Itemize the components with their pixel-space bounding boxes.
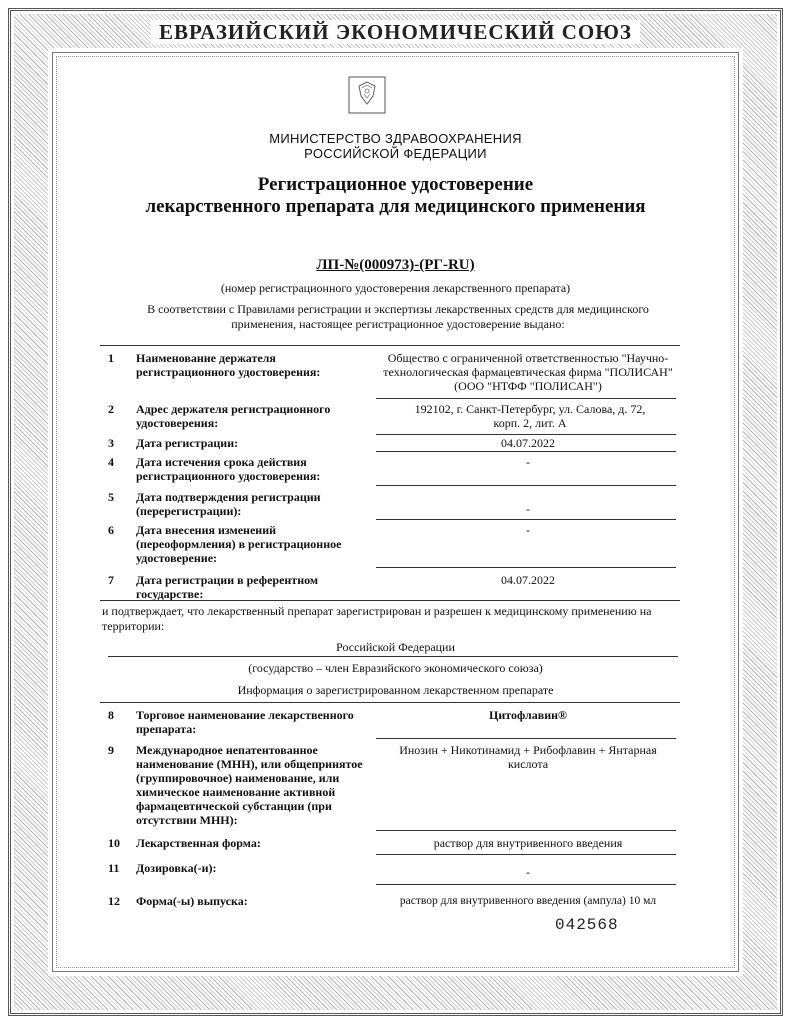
- row-number: 2: [108, 402, 114, 416]
- ministry-line-2: РОССИЙСКОЙ ФЕДЕРАЦИИ: [304, 146, 487, 161]
- row-value: 04.07.2022: [501, 573, 555, 587]
- row-label: Наименование держателя регистрационного удостоверения:: [136, 351, 321, 379]
- row-number: 10: [108, 836, 120, 850]
- row-value: раствор для внутривенного введения: [433, 836, 623, 850]
- value-underline: [376, 830, 676, 831]
- coat-of-arms-icon: [348, 76, 386, 114]
- row-label: Дозировка(-и):: [136, 861, 217, 875]
- row-label: Международное непатентованное наименование (МНН), или общепринятое (группировочное) наименование, или химическое наименование активной фармацевтической субстанции (при отсутствии МНН):: [136, 743, 363, 827]
- table-row: [100, 743, 680, 829]
- row-value: -: [526, 865, 530, 879]
- row-number: 12: [108, 894, 120, 908]
- intro-text: В соответствии с Правилами регистрации и экспертизы лекарственных средств для медицинского применения, настоящее регистрационное удостоверение выдано:: [147, 302, 649, 331]
- value-underline: [376, 451, 676, 452]
- row-label: Форма(-ы) выпуска:: [136, 894, 248, 908]
- value-underline: [376, 854, 676, 855]
- title-line-2: лекарственного препарата для медицинского применения: [145, 196, 646, 217]
- value-underline: [376, 434, 676, 435]
- value-underline: [376, 567, 676, 568]
- value-underline: [376, 485, 676, 486]
- table-row: [100, 573, 680, 601]
- trade-name-value: Цитофлавин®: [489, 708, 567, 722]
- value-underline: [376, 398, 676, 399]
- country-underline: [108, 656, 678, 657]
- drug-table-top-border: [100, 702, 680, 703]
- row-label: Торговое наименование лекарственного препарата:: [136, 708, 354, 736]
- row-value: -: [526, 502, 530, 516]
- table-row: [100, 436, 680, 452]
- row-value: 04.07.2022: [501, 436, 555, 450]
- drug-info-heading: Информация о зарегистрированном лекарственном препарате: [237, 683, 554, 697]
- row-value: -: [526, 523, 530, 537]
- row-number: 4: [108, 455, 114, 469]
- table-bottom-border: [100, 600, 680, 601]
- row-number: 3: [108, 436, 114, 450]
- table-row: [100, 455, 680, 485]
- table-row: [100, 351, 680, 399]
- row-value: Инозин + Никотинамид + Рибофлавин + Янтарная кислота: [399, 743, 657, 771]
- value-underline: [376, 884, 676, 885]
- row-value: раствор для внутривенного введения (ампула) 10 мл: [399, 895, 657, 907]
- row-value: 192102, г. Санкт-Петербург, ул. Салова, д. 72, корп. 2, лит. А: [414, 402, 646, 430]
- row-label: Дата регистрации:: [136, 436, 239, 450]
- country-caption: (государство – член Евразийского экономического союза): [248, 661, 543, 675]
- union-title: [0, 20, 791, 45]
- ministry-line-1: МИНИСТЕРСТВО ЗДРАВООХРАНЕНИЯ: [269, 131, 522, 146]
- confirmation-text: и подтверждает, что лекарственный препарат зарегистрирован и разрешен к медицинскому применению на территории:: [102, 604, 652, 633]
- table-row: [100, 490, 680, 520]
- row-label: Адрес держателя регистрационного удостоверения:: [136, 402, 331, 430]
- table-row: [100, 402, 680, 436]
- row-number: 5: [108, 490, 114, 504]
- table-row: [100, 708, 680, 738]
- table-row: [100, 894, 680, 912]
- row-number: 11: [108, 861, 120, 875]
- row-value: Общество с ограниченной ответственностью "Научно-технологическая фармацевтическая фирма "ПОЛИСАН" (ООО "НТФФ "ПОЛИСАН"): [383, 351, 673, 393]
- table-row: [100, 836, 680, 854]
- row-label: Лекарственная форма:: [136, 836, 261, 850]
- row-number: 9: [108, 743, 114, 757]
- value-underline: [376, 738, 676, 739]
- registration-number: ЛП-№(000973)-(РГ-RU): [316, 257, 475, 273]
- row-value: -: [526, 455, 530, 469]
- union-title-text: ЕВРАЗИЙСКИЙ ЭКОНОМИЧЕСКИЙ СОЮЗ: [151, 20, 640, 44]
- row-label: Дата регистрации в референтном государстве:: [136, 573, 319, 601]
- row-number: 8: [108, 708, 114, 722]
- territory-country: Российской Федерации: [336, 640, 455, 654]
- certificate-title: [0, 174, 791, 218]
- row-number: 1: [108, 351, 114, 365]
- row-number: 6: [108, 523, 114, 537]
- table-row: [100, 523, 680, 567]
- row-label: Дата истечения срока действия регистрационного удостоверения:: [136, 455, 321, 483]
- registration-number-caption: (номер регистрационного удостоверения лекарственного препарата): [220, 281, 571, 295]
- serial-number: 042568: [555, 916, 619, 934]
- table-top-border: [100, 345, 680, 346]
- table-row: [100, 861, 680, 883]
- row-label: Дата внесения изменений (переоформления) в регистрационное удостоверение:: [136, 523, 342, 565]
- row-label: Дата подтверждения регистрации (перерегистрации):: [136, 490, 321, 518]
- title-line-1: Регистрационное удостоверение: [257, 174, 534, 195]
- row-number: 7: [108, 573, 114, 587]
- ministry-name: [0, 131, 791, 161]
- value-underline: [376, 519, 676, 520]
